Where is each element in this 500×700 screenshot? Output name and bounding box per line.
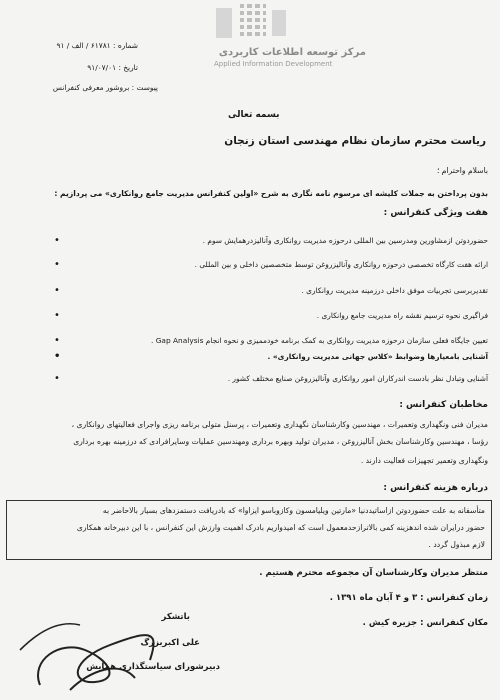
- feature-item: • حضوردوتن ازمشاورین ومدرسین بین المللی درحوزه مدیریت روانکاری وآنالیزدرهمایش سوم .: [68, 236, 488, 245]
- audience-line: ونگهداری وتعمیر تجهیزات فعالیت دارند .: [360, 456, 488, 465]
- audience-line: رؤسا ، مهندسین وکارشناسان بخش آنالیزروغن ، مدیران تولید وبهره برداری ومهندسین عملیات وسایرافرادی که درزمینه بهره برداری: [73, 437, 488, 446]
- letter-attachment: پیوست : بروشور معرفی کنفرانس: [52, 83, 158, 92]
- signer-role: دبیرشورای سیاستگذاری همایش: [86, 662, 220, 672]
- signature-area: [0, 590, 230, 700]
- bismillah: بسمه تعالی: [228, 110, 280, 120]
- fee-box: [6, 500, 492, 560]
- fee-line: متأسفانه به علت حضوردوتن ازاساتیددنیا «مارتین ویلیامسون وکازوباسو ایزاوا» که بادریافت دستمزدهای بسیار بالاحاضر به: [102, 506, 485, 515]
- features-title: هفت ویژگی کنفرانس :: [383, 208, 488, 218]
- feature-item: • تقدیربرسی تجربیات موفق داخلی درزمینه مدیریت روانکاری .: [68, 286, 488, 295]
- closing-await: منتظر مدیران وکارشناسان آن مجموعه محترم هستیم .: [259, 568, 488, 578]
- fee-line: حضور درایران شده اندهزینه کمی بالاترازحدمعمول است که امیدواریم بادرک اهمیت وارزش این کنفرانس ، با این دبیرخانه همکاری: [76, 523, 485, 532]
- addressee: ریاست محترم سازمان نظام مهندسی استان زنجان: [224, 135, 486, 147]
- signature-thanks: باتشکر: [161, 612, 190, 622]
- signer-name: علی اکبربزرگ: [140, 638, 200, 648]
- greeting: باسلام واحترام ؛: [436, 166, 488, 175]
- feature-item: • آشنایی بامعیارها وضوابط «کلاس جهانی مدیریت روانکاری» .: [68, 352, 488, 361]
- feature-item: • تعیین جایگاه فعلی سازمان درحوزه مدیریت روانکاری به کمک برنامه خودممیزی و نحوه انجام Gap Analysis .: [68, 336, 488, 345]
- audience-title: مخاطبان کنفرانس :: [399, 400, 488, 410]
- org-name-en: Applied Information Development: [214, 60, 333, 68]
- org-logo: [212, 0, 294, 52]
- conference-place: مکان کنفرانس : جزیره کیش .: [362, 618, 488, 628]
- feature-item: • ارائه هفت کارگاه تخصصی درحوزه روانکاری وآنالیزروغن توسط متخصصین داخلی و بین المللی .: [68, 260, 488, 269]
- letter-number: شماره : ۶۱۷۸۱ / الف / ۹۱: [56, 41, 138, 50]
- letter-date: تاریخ : ۹۱/۰۷/۰۱: [87, 63, 138, 72]
- conference-time: زمان کنفرانس : ۳ و ۴ آبان ماه ۱۳۹۱ .: [329, 593, 488, 603]
- org-name-fa: مرکز توسعه اطلاعات کاربردی: [218, 47, 366, 58]
- feature-item: • آشنایی وتبادل نظر بادست اندرکاران امور روانکاری وآنالیزروغن صنایع مختلف کشور .: [68, 374, 488, 383]
- fee-line: لازم مبذول گردد .: [428, 540, 485, 549]
- fee-title: درباره هزینه کنفرانس :: [383, 483, 488, 493]
- feature-item: • فراگیری نحوه ترسیم نقشه راه مدیریت جامع روانکاری .: [68, 311, 488, 320]
- intro-paragraph: بدون پرداختن به جملات کلیشه ای مرسوم نامه نگاری به شرح «اولین کنفرانس مدیریت جامع روانکاری» می پردازیم :: [54, 189, 488, 198]
- audience-line: مدیران فنی ونگهداری وتعمیرات ، مهندسین وکارشناسان نگهداری وتعمیرات ، پرسنل متولی برنامه ریزی واجرای فعالیتهای روانکاری ،: [71, 420, 488, 429]
